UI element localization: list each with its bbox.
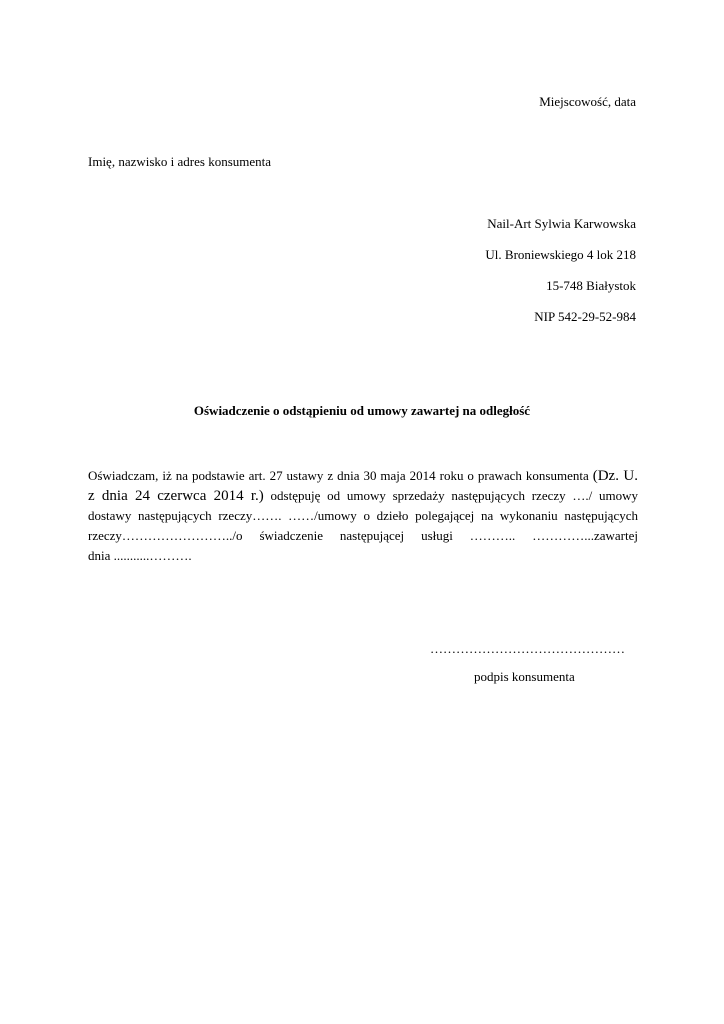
declaration-line-4: rzeczy……………………../o świadczenie następującej usługi ……….. …………...zawartej bbox=[88, 528, 638, 543]
declaration-line-5: dnia ...........………. bbox=[88, 548, 192, 563]
signature-label: podpis konsumenta bbox=[474, 669, 575, 684]
place-date: Miejscowość, data bbox=[539, 94, 636, 109]
recipient-nip: NIP 542-29-52-984 bbox=[534, 309, 636, 324]
declaration-line-3: dostawy następujących rzeczy……. ……/umowy o dzieło polegającej na wykonaniu następujących bbox=[88, 508, 638, 523]
declaration-paragraph bbox=[88, 466, 638, 566]
recipient-street: Ul. Broniewskiego 4 lok 218 bbox=[485, 247, 636, 262]
document-title: Oświadczenie o odstąpieniu od umowy zawartej na odległość bbox=[193, 403, 531, 418]
recipient-city: 15-748 Białystok bbox=[546, 278, 636, 293]
declaration-line-2: z dnia 24 czerwca 2014 r.) odstępuję od umowy sprzedaży następujących rzeczy …./ umowy bbox=[88, 488, 639, 504]
signature-line: ……………………………………… bbox=[430, 641, 625, 656]
recipient-name: Nail-Art Sylwia Karwowska bbox=[487, 216, 636, 231]
consumer-label: Imię, nazwisko i adres konsumenta bbox=[88, 154, 272, 169]
declaration-line-1: Oświadczam, iż na podstawie art. 27 ustawy z dnia 30 maja 2014 roku o prawach konsumenta (Dz. U. bbox=[88, 468, 639, 484]
